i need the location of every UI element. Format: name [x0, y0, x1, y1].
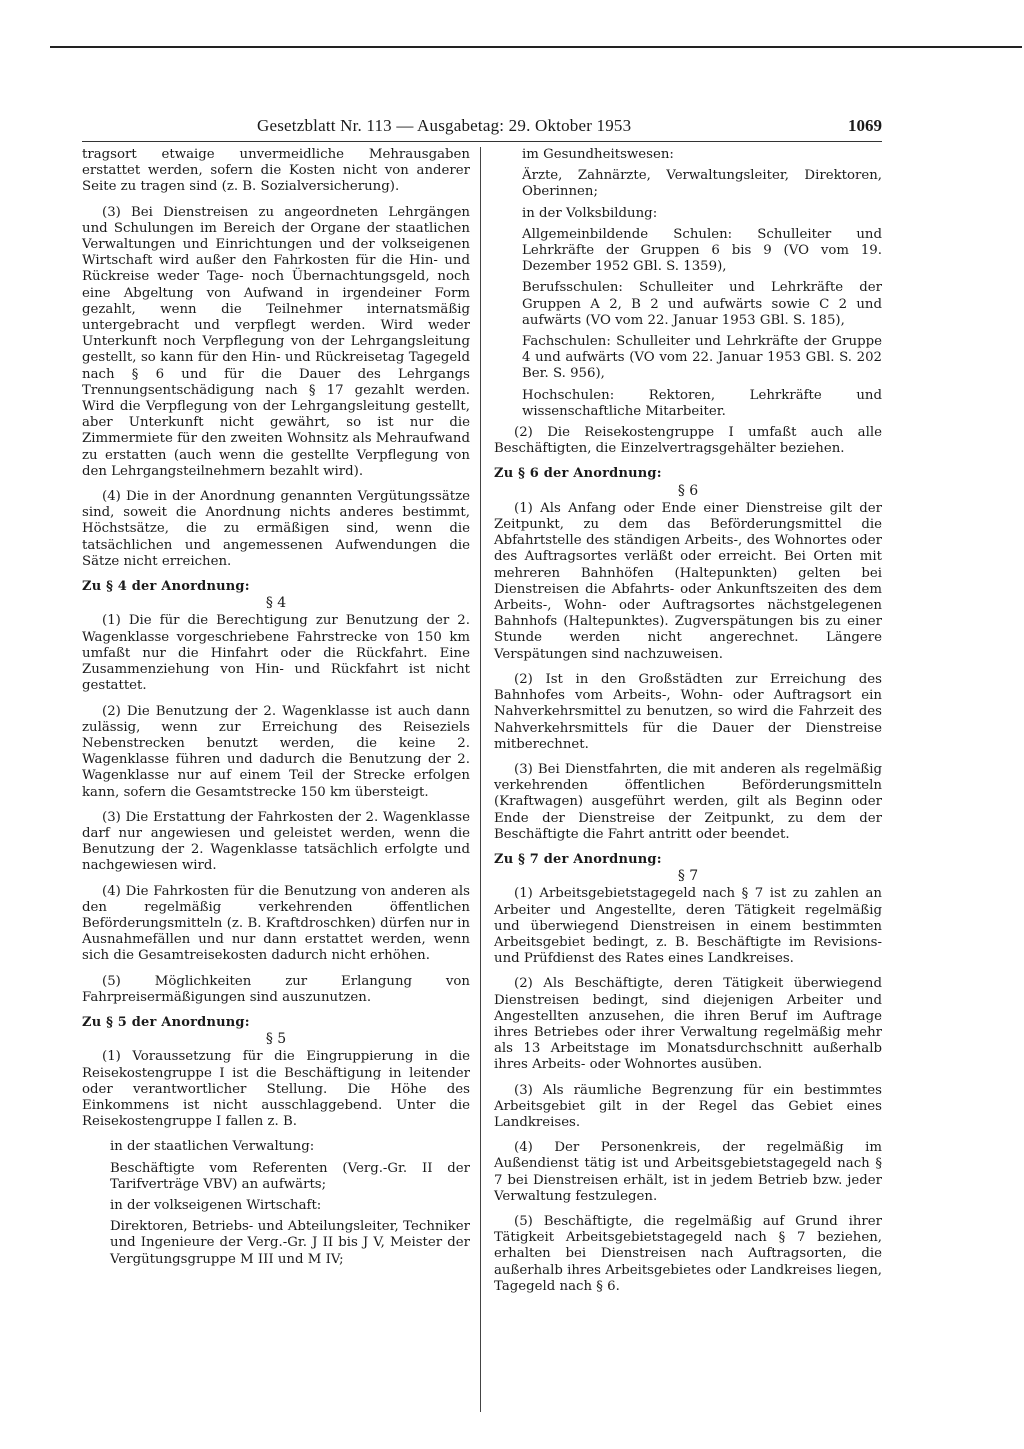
header-title: Gesetzblatt Nr. 113 — Ausgabetag: 29. Oktober 1953: [257, 116, 632, 135]
section-heading: Zu § 6 der Anordnung:: [494, 466, 662, 482]
section-number: § 7: [677, 868, 699, 885]
paragraph: (3) Als räumliche Begrenzung für ein bestimmtes Arbeitsgebiet gilt in der Regel das Gebiet eines Landkreises.: [494, 1082, 882, 1130]
top-rule: [50, 46, 1022, 48]
paragraph: tragsort etwaige unvermeidliche Mehrausgaben erstattet werden, sofern die Kosten nicht von anderer Seite zu tragen sind (z. B. Sozialversicherung).: [82, 147, 470, 195]
section-number: § 6: [677, 482, 699, 499]
list-item: Ärzte, Zahnärzte, Verwaltungsleiter, Direktoren, Oberinnen;: [522, 168, 882, 200]
paragraph: (4) Die in der Anordnung genannten Vergütungssätze sind, soweit die Anordnung nichts anderes bestimmt, Höchstsätze, die zu ermäßigen sind, wenn die tatsächlichen und angemessenen Aufwendungen die Sätze nicht erreichen.: [82, 489, 470, 569]
list-item: Hochschulen: Rektoren, Lehrkräfte und wissenschaftliche Mitarbeiter.: [522, 387, 882, 419]
list-item: in der Volksbildung:: [522, 205, 658, 221]
list-item: Beschäftigte vom Referenten (Verg.-Gr. II der Tarifverträge VBV) an aufwärts;: [110, 1160, 470, 1192]
list-item: in der staatlichen Verwaltung:: [110, 1139, 315, 1155]
paragraph: (4) Der Personenkreis, der regelmäßig im Außendienst tätig ist und Arbeitsgebietstagegeld nach § 7 bei Dienstreisen erhält, ist in jedem Betrieb bzw. jeder Verwaltung festzulegen.: [494, 1140, 882, 1204]
paragraph: (5) Beschäftigte, die regelmäßig auf Grund ihrer Tätigkeit Arbeitsgebietstagegeld nach § 7 beziehen, erhalten bei Dienstreisen nach Auftragsorten, die außerhalb ihres Arbeitsgebietes oder Landkreises liegen, Tagegeld nach § 6.: [494, 1213, 882, 1294]
paragraph: (3) Bei Dienstreisen zu angeordneten Lehrgängen und Schulungen im Bereich der Organe der staatlichen Verwaltungen und Einrichtungen und der volkseigenen Wirtschaft wird außer den Fahrkosten für die Hin- und Rückreise weder Tage- noch Übernachtungsgeld, noch eine Abgeltung von Aufwand in irgendeiner Form gezahlt, wenn die Teilnehmer internatsmäßig untergebracht und verpflegt werden. Wird weder Unterkunft noch Verpflegung von der Lehrgangsleitung gestellt, so kann für den Hin- und Rückreisetag Tagegeld nach § 6 und für die Dauer des Lehrgangs Trennungsentschädigung nach § 17 gezahlt werden. Wird die Verpflegung von der Lehrgangsleitung gestellt, aber Unterkunft nicht gewährt, so ist nur die Zimmermiete für den zweiten Wohnsitz als Mehraufwand zu erstatten (auch wenn die gestellte Verpflegung von den Lehrgangsteilnehmern bezahlt wird).: [82, 204, 470, 479]
paragraph: (2) Als Beschäftigte, deren Tätigkeit überwiegend Dienstreisen bedingt, sind diejenigen Arbeiter und Angestellten anzusehen, die ihren Beruf im Auftrage ihres Betriebes oder ihrer Verwaltung regelmäßig mehr als 13 Arbeitstage im Monatsdurchschnitt außerhalb ihres Arbeits- oder Wohnortes ausüben.: [494, 976, 882, 1073]
section-heading: Zu § 7 der Anordnung:: [494, 851, 662, 867]
list-item: Allgemeinbildende Schulen: Schulleiter und Lehrkräfte der Gruppen 6 bis 9 (VO vom 19. Dezember 1952 GBl. S. 1359),: [522, 226, 882, 275]
paragraph: (1) Die für die Berechtigung zur Benutzung der 2. Wagenklasse vorgeschriebene Fahrstrecke von 150 km umfaßt nur die Hinfahrt oder die Rückfahrt. Eine Zusammenziehung von Hin- und Rückfahrt ist nicht gestattet.: [82, 613, 470, 694]
page-number: 1069: [848, 116, 882, 135]
section-heading: Zu § 4 der Anordnung:: [82, 579, 250, 595]
list-item: Berufsschulen: Schulleiter und Lehrkräfte der Gruppen A 2, B 2 und aufwärts sowie C 2 und aufwärts (VO vom 22. Januar 1953 GBl. S. 185),: [522, 280, 882, 328]
paragraph: (3) Die Erstattung der Fahrkosten der 2. Wagenklasse darf nur angewiesen und geleistet werden, wenn die Benutzung der 2. Wagenklasse tatsächlich erfolgte und nachgewiesen wird.: [82, 809, 470, 874]
paragraph: (3) Bei Dienstfahrten, die mit anderen als regelmäßig verkehrenden öffentlichen Beförderungsmitteln (Kraftwagen) ausgeführt werden, gilt als Beginn oder Ende der Dienstreise der Zeitpunkt, zu dem der Beschäftigte die Fahrt antritt oder beendet.: [494, 761, 882, 842]
paragraph: (2) Die Reisekostengruppe I umfaßt auch alle Beschäftigten, die Einzelvertragsgehälter beziehen.: [494, 425, 882, 457]
paragraph: (5) Möglichkeiten zur Erlangung von Fahrpreisermäßigungen sind auszunutzen.: [82, 973, 470, 1005]
right-column: [494, 147, 882, 1304]
list-item: Fachschulen: Schulleiter und Lehrkräfte der Gruppe 4 und aufwärts (VO vom 22. Januar 1953 GBl. S. 202 Ber. S. 956),: [522, 334, 882, 382]
paragraph: (2) Ist in den Großstädten zur Erreichung des Bahnhofes vom Arbeits-, Wohn- oder Auftragsort ein Nahverkehrsmittel zu benutzen, so wird die Fahrzeit des Nahverkehrsmittels für die Dauer der Dienstreise mitberechnet.: [494, 671, 882, 752]
list-item: in der volkseigenen Wirtschaft:: [110, 1197, 322, 1213]
paragraph: (1) Voraussetzung für die Eingruppierung in die Reisekostengruppe I ist die Beschäftigung in leitender oder verantwortlicher Stellung. Die Höhe des Einkommens ist nicht ausschlaggebend. Unter die Reisekostengruppe I fallen z. B.: [82, 1049, 470, 1130]
left-column: [82, 147, 470, 1273]
paragraph: (1) Arbeitsgebietstagegeld nach § 7 ist zu zahlen an Arbeiter und Angestellte, deren Tätigkeit regelmäßig und überwiegend Dienstreisen in einem bestimmten Arbeitsgebiet bedingt, z. B. Beschäftigte im Revisions- und Prüfdienst des Rates eines Landkreises.: [494, 886, 882, 967]
page-header: [82, 116, 882, 142]
section-heading: Zu § 5 der Anordnung:: [82, 1014, 250, 1030]
list-item: im Gesundheitswesen:: [522, 147, 674, 162]
list-item: Direktoren, Betriebs- und Abteilungsleiter, Techniker und Ingenieure der Verg.-Gr. J II bis J V, Meister der Vergütungsgruppe M III und M IV;: [110, 1219, 470, 1267]
paragraph: (4) Die Fahrkosten für die Benutzung von anderen als den regelmäßig verkehrenden öffentlichen Beförderungsmitteln (z. B. Kraftdroschken) dürfen nur in Ausnahmefällen und nur dann erstattet werden, wenn sich die Gesamtreisekosten dadurch nicht erhöhen.: [82, 883, 470, 964]
paragraph: (1) Als Anfang oder Ende einer Dienstreise gilt der Zeitpunkt, zu dem das Beförderungsmittel die Abfahrtstelle des ständigen Arbeits-, des Wohnortes oder des Auftragsortes verläßt oder erreicht. Bei Orten mit mehreren Bahnhöfen (Haltepunkten) gelten bei Dienstreisen die Abfahrts- oder Ankunftszeiten des dem Arbeits-, Wohn- oder Auftragsortes nächstgelegenen Bahnhofs (Haltepunktes). Zugverspätungen bis zu einer Stunde werden nicht angerechnet. Längere Verspätungen sind nachzuweisen.: [494, 500, 882, 662]
column-divider: [480, 147, 481, 1412]
paragraph: (2) Die Benutzung der 2. Wagenklasse ist auch dann zulässig, wenn zur Erreichung des Reiseziels Nebenstrecken benutzt werden, die keine 2. Wagenklasse führen und dadurch die Benutzung der 2. Wagenklasse nur auf einem Teil der Strecke erfolgen kann, sofern die Gesamtstrecke 150 km übersteigt.: [82, 703, 470, 800]
section-number: § 5: [265, 1031, 287, 1048]
header-rule: [82, 141, 882, 142]
section-number: § 4: [265, 595, 287, 612]
